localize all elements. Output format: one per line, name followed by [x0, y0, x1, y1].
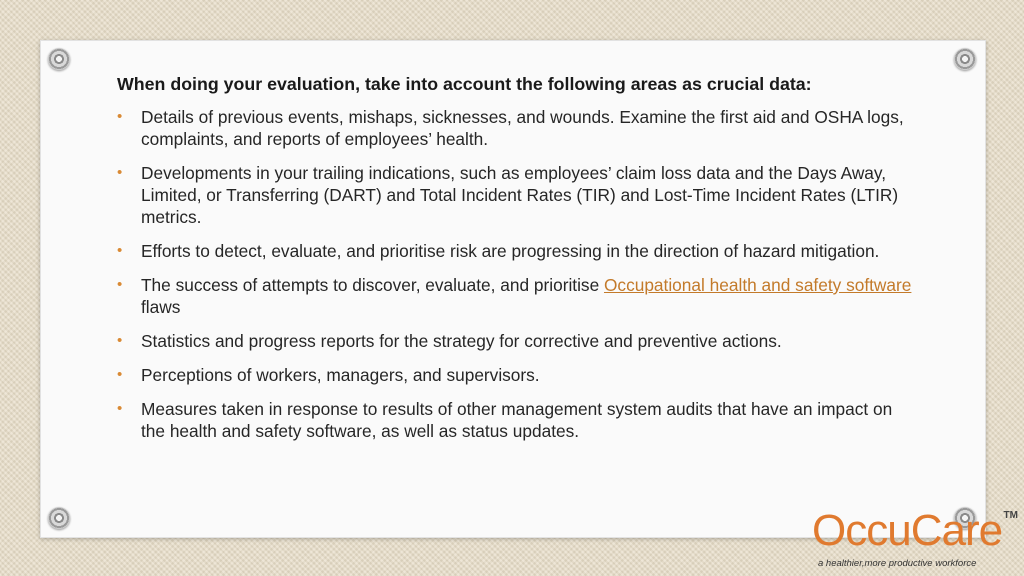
bullet-list: [117, 106, 917, 442]
slide-heading: When doing your evaluation, take into account the following areas as crucial data:: [117, 74, 812, 94]
list-item: [117, 240, 917, 262]
list-item-text: Efforts to detect, evaluate, and prioritise risk are progressing in the direction of hazard mitigation.: [141, 241, 880, 261]
list-item: [117, 106, 917, 150]
logo-trademark: TM: [1003, 510, 1018, 521]
list-item-text: Perceptions of workers, managers, and supervisors.: [141, 365, 540, 385]
bullet-icon: •: [117, 164, 123, 181]
bullet-icon: •: [117, 366, 123, 383]
list-item: [117, 364, 917, 386]
pushpin-icon: [48, 507, 70, 529]
list-item: [117, 274, 917, 318]
list-item-text: Statistics and progress reports for the strategy for corrective and preventive actions.: [141, 331, 782, 351]
list-item: [117, 330, 917, 352]
bullet-icon: •: [117, 400, 123, 417]
pushpin-icon: [954, 48, 976, 70]
bullet-icon: •: [117, 276, 123, 293]
list-item: [117, 398, 917, 442]
list-item-text: Details of previous events, mishaps, sicknesses, and wounds. Examine the first aid and OSHA logs, complaints, and reports of employees’ health.: [141, 107, 904, 149]
software-link[interactable]: Occupational health and safety software: [603, 275, 912, 295]
bullet-icon: •: [117, 242, 123, 259]
slide-content: [117, 72, 917, 454]
bullet-icon: •: [117, 108, 123, 125]
occucare-logo: [812, 506, 1022, 576]
list-item-text: Measures taken in response to results of other management system audits that have an impact on the health and safety software, as well as status updates.: [141, 399, 893, 441]
list-item: [117, 162, 917, 228]
bullet-icon: •: [117, 332, 123, 349]
list-item-text-before-link: The success of attempts to discover, evaluate, and prioritise: [141, 275, 604, 295]
list-item-text: Developments in your trailing indications, such as employees’ claim loss data and the Days Away, Limited, or Transferring (DART) and Total Incident Rates (TIR) and Lost-Time Incident Rates (LTIR) metrics.: [141, 163, 899, 227]
pushpin-icon: [48, 48, 70, 70]
logo-tagline: a healthier,more productive workforce: [818, 558, 977, 569]
list-item-text-after-link: flaws: [141, 297, 181, 317]
logo-wordmark: OccuCare: [812, 506, 1003, 555]
